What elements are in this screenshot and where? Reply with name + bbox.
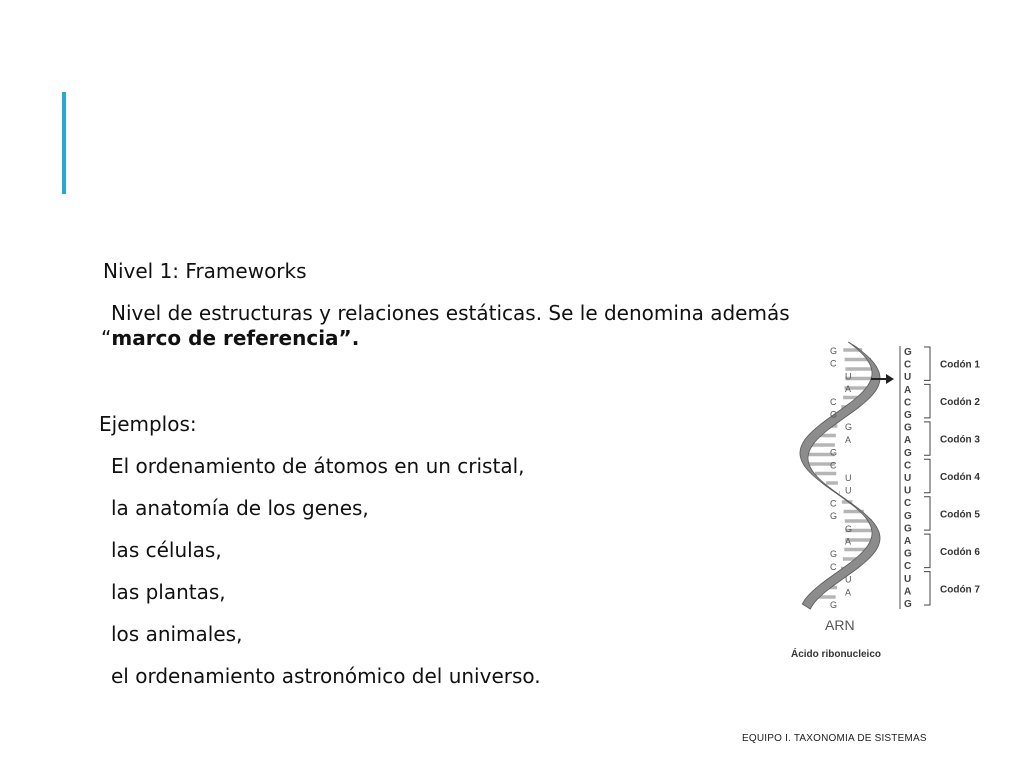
helix-base-letter: U (845, 574, 852, 585)
helix-base-letter: C (830, 358, 837, 369)
footer-label: EQUIPO I. TAXONOMIA DE SISTEMAS (742, 733, 927, 744)
helix-base-letter: G (845, 523, 853, 534)
rna-strand (904, 347, 912, 610)
codon-bracket (924, 459, 930, 492)
helix-base-letter: A (845, 536, 852, 547)
term-marco-de-referencia: marco de referencia (111, 326, 339, 350)
helix-base-letter: C (830, 498, 837, 509)
helix-base-letter: G (830, 600, 838, 610)
codon-label: Codón 7 (940, 584, 980, 596)
strand-base-letter: G (904, 523, 912, 535)
quote-open: “ (101, 326, 112, 350)
example-item: el ordenamiento astronómico del universo. (111, 664, 541, 688)
codon-bracket (924, 384, 930, 417)
strand-base-letter: A (904, 586, 912, 598)
codon-label: Codón 5 (940, 509, 980, 521)
codon-brackets (924, 347, 930, 605)
slide-heading: Nivel 1: Frameworks (103, 259, 307, 283)
strand-base-letter: G (904, 510, 912, 522)
codon-label: Codón 1 (940, 359, 980, 371)
helix-base-letter: U (845, 485, 852, 496)
codon-label: Codón 4 (940, 472, 980, 483)
codon-bracket (924, 572, 930, 605)
helix-base-letter: U (845, 371, 852, 382)
helix-base-letter: C (830, 460, 837, 471)
codon-label: Codón 3 (940, 434, 980, 446)
helix-base-letter: C (830, 396, 837, 407)
strand-base-letter: G (904, 447, 912, 459)
helix-base-letter: G (830, 511, 838, 522)
helix-base-letter: C (830, 561, 837, 572)
helix-base-letter: A (845, 587, 852, 598)
example-item: las células, (111, 538, 222, 562)
strand-base-letter: A (904, 435, 912, 447)
helix-base-letter: U (845, 473, 852, 483)
example-item: las plantas, (111, 580, 226, 604)
strand-base-letter: U (904, 485, 912, 497)
strand-base-letter: U (904, 473, 912, 484)
helix-base-letter: A (845, 384, 852, 395)
example-item: la anatomía de los genes, (111, 496, 369, 520)
strand-base-letter: G (904, 422, 912, 434)
codon-labels (940, 360, 980, 596)
description-line-1: Nivel de estructuras y relaciones estáticas. Se le denomina además (111, 301, 790, 325)
codon-bracket (924, 497, 930, 530)
strand-base-letter: G (904, 599, 912, 610)
helix-base-letter: G (830, 447, 838, 458)
codon-bracket (924, 422, 930, 455)
strand-base-letter: C (904, 359, 912, 371)
helix-base-letter: G (830, 549, 838, 560)
codon-bracket (924, 347, 930, 380)
arn-caption: Ácido ribonucleico (791, 649, 882, 660)
strand-base-letter: G (904, 347, 912, 358)
codon-label: Codón 2 (940, 397, 980, 409)
strand-base-letter: U (904, 573, 912, 585)
strand-base-letter: G (904, 548, 912, 560)
helix-base-letter: G (845, 422, 853, 433)
examples-label: Ejemplos: (99, 412, 197, 436)
strand-base-letter: C (904, 498, 912, 510)
strand-base-letter: A (904, 536, 912, 547)
strand-base-letter: C (904, 561, 912, 573)
example-item: los animales, (111, 622, 243, 646)
strand-base-letter: U (904, 372, 912, 384)
helix-base-letter: G (830, 346, 838, 356)
strand-base-letter: G (904, 410, 912, 421)
codon-label: Codón 6 (940, 546, 980, 558)
codon-bracket (924, 534, 930, 567)
quote-close: ”. (338, 326, 360, 350)
helix-base-letter: A (845, 434, 852, 445)
helix-ribbon (800, 342, 880, 609)
strand-base-letter: A (904, 384, 912, 396)
example-item: El ordenamiento de átomos en un cristal, (111, 454, 525, 478)
strand-base-letter: C (904, 460, 912, 472)
helix-base-letter: G (830, 409, 838, 420)
arn-label: ARN (825, 617, 855, 633)
helix-backbone (800, 342, 880, 609)
strand-base-letter: C (904, 397, 912, 409)
